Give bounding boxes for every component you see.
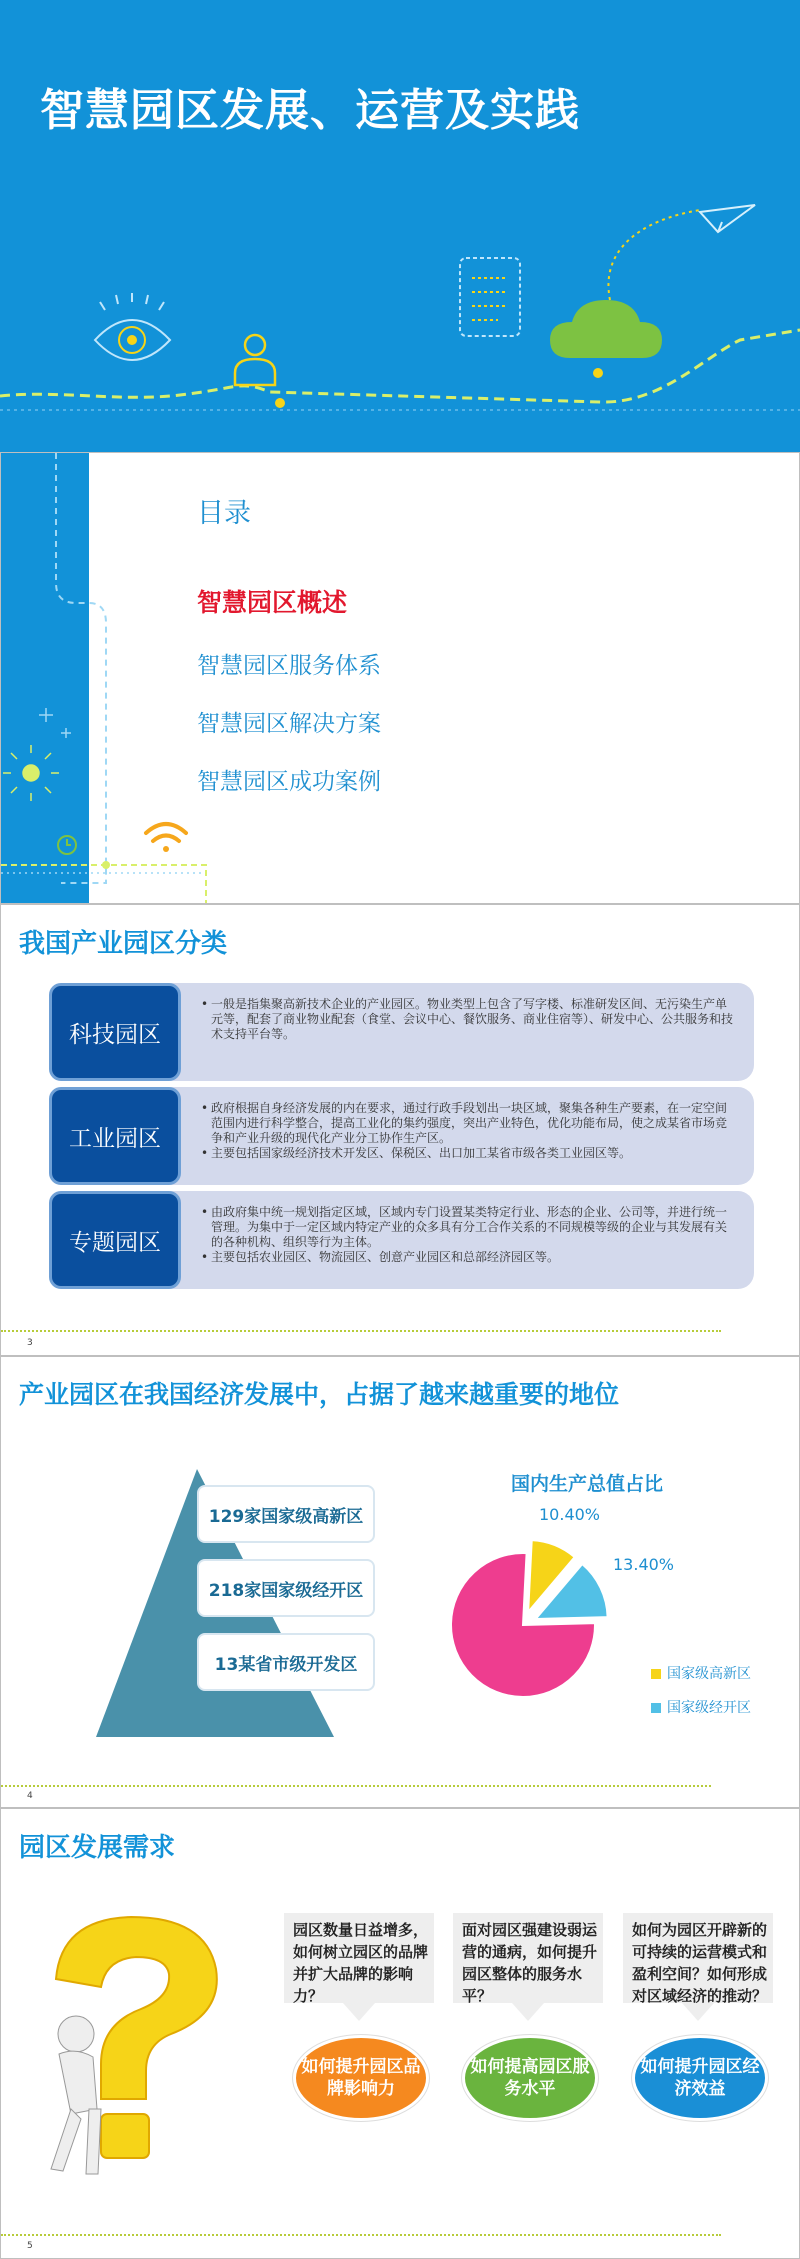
- pie-chart: [1, 1357, 800, 1808]
- cloud-icon: [550, 210, 700, 358]
- slide-title: 园区发展需求: [19, 1833, 176, 1863]
- sun-icon: [3, 745, 59, 801]
- legend-label: 国家级经开区: [667, 1700, 751, 1716]
- answer-oval-brand: 如何提升园区品牌影响力: [293, 2035, 429, 2121]
- category-label: 工业园区: [49, 1087, 181, 1185]
- toc-item-overview[interactable]: 智慧园区概述: [197, 588, 348, 617]
- toc-title: 目录: [197, 498, 251, 529]
- answer-oval-economy: 如何提升园区经济效益: [632, 2035, 768, 2121]
- legend-item-high-tech: [651, 1663, 751, 1683]
- wifi-icon: [146, 824, 186, 852]
- cover-title: 智慧园区发展、运营及实践: [40, 85, 580, 136]
- answer-oval-service: 如何提高园区服务水平: [462, 2035, 598, 2121]
- description-bullet: • 政府根据自身经济发展的内在要求，通过行政手段划出一块区域，聚集各种生产要素，在一定空间范围内进行科学整合，提高工业化的集约强度，突出产业特色，优化功能布局，使之成某省市场竞争和产业升级的现代化产业分工协作生产区。: [201, 1101, 734, 1146]
- legend-label: 国家级高新区: [667, 1666, 751, 1682]
- cover-illustration: [0, 0, 800, 452]
- paper-plane-icon: [700, 205, 755, 232]
- description-bullet: • 主要包括国家级经济技术开发区、保税区、出口加工某省市级各类工业园区等。: [201, 1146, 734, 1161]
- chart-title: 国内生产总值占比: [511, 1473, 664, 1495]
- description-bullet: • 一般是指集聚高新技术企业的产业园区。物业类型上包含了写字楼、标准研发区间、无污染生产单元等，配套了商业物业配套（食堂、会议中心、餐饮服务、商业住宿等）、研发中心、公共服务和技术支持平台等。: [201, 997, 734, 1042]
- person-figure: [51, 2016, 101, 2174]
- toc-item-service-system[interactable]: 智慧园区服务体系: [197, 653, 381, 679]
- question-text-economy: 如何为园区开辟新的可持续的运营模式和盈利空间？如何形成对区域经济的推动？: [632, 1921, 768, 2005]
- economic-role-slide: [0, 1356, 800, 1808]
- question-mark-figure: [1, 1809, 800, 2259]
- footer-divider: [1, 2234, 721, 2236]
- page-number: 3: [27, 1338, 33, 1348]
- description-bullet: • 主要包括农业园区、物流园区、创意产业园区和总部经济园区等。: [201, 1250, 734, 1265]
- park-classification-slide: [0, 904, 800, 1356]
- page-number: 4: [27, 1791, 33, 1801]
- pie-label-high-tech: 10.40%: [539, 1505, 601, 1524]
- slide-title: 我国产业园区分类: [19, 929, 228, 959]
- toc-item-solutions[interactable]: 智慧园区解决方案: [197, 711, 381, 737]
- description-bullet: • 由政府集中统一规划指定区域，区域内专门设置某类特定行业、形态的企业、公司等，并进行统一管理。为集中于一定区域内特定产业的众多具有分工合作关系的不同规模等级的企业与其发展有关的各种机构、组织等行为主体。: [201, 1205, 734, 1250]
- sparkle-icon: [39, 708, 71, 738]
- slide-title: 产业园区在我国经济发展中，占据了越来越重要的地位: [19, 1380, 620, 1409]
- document-icon: [460, 258, 520, 336]
- pyramid-level-economic-dev: 218家国家级经开区: [197, 1559, 375, 1617]
- question-text-brand: 园区数量日益增多，如何树立园区的品牌并扩大品牌的影响力？: [293, 1921, 429, 2005]
- pyramid-level-provincial: 13某省市级开发区: [197, 1633, 375, 1691]
- legend-swatch: [651, 1703, 661, 1713]
- person-icon: [235, 335, 275, 385]
- toc-slide: [0, 452, 800, 904]
- category-row-tech: [49, 983, 754, 1081]
- eye-icon: [95, 293, 170, 360]
- category-description: [201, 997, 734, 1042]
- category-description: [201, 1101, 734, 1161]
- clock-icon: [58, 836, 76, 854]
- pie-label-economic-dev: 13.40%: [613, 1555, 675, 1574]
- question-text-service: 面对园区强建设弱运营的通病，如何提升园区整体的服务水平？: [462, 1921, 598, 2005]
- category-label: 科技园区: [49, 983, 181, 1081]
- category-label: 专题园区: [49, 1191, 181, 1289]
- toc-item-success-cases[interactable]: 智慧园区成功案例: [197, 769, 381, 795]
- footer-divider: [1, 1330, 721, 1332]
- category-row-industrial: [49, 1087, 754, 1185]
- pyramid-level-high-tech: 129家国家级高新区: [197, 1485, 375, 1543]
- cover-slide: [0, 0, 800, 452]
- page-number: 5: [27, 2241, 33, 2251]
- park-needs-slide: [0, 1808, 800, 2259]
- footer-divider: [1, 1785, 711, 1787]
- category-row-thematic: [49, 1191, 754, 1289]
- legend-swatch: [651, 1669, 661, 1679]
- category-description: [201, 1205, 734, 1265]
- toc-decoration: [1, 453, 800, 904]
- legend-item-economic-dev: [651, 1697, 751, 1717]
